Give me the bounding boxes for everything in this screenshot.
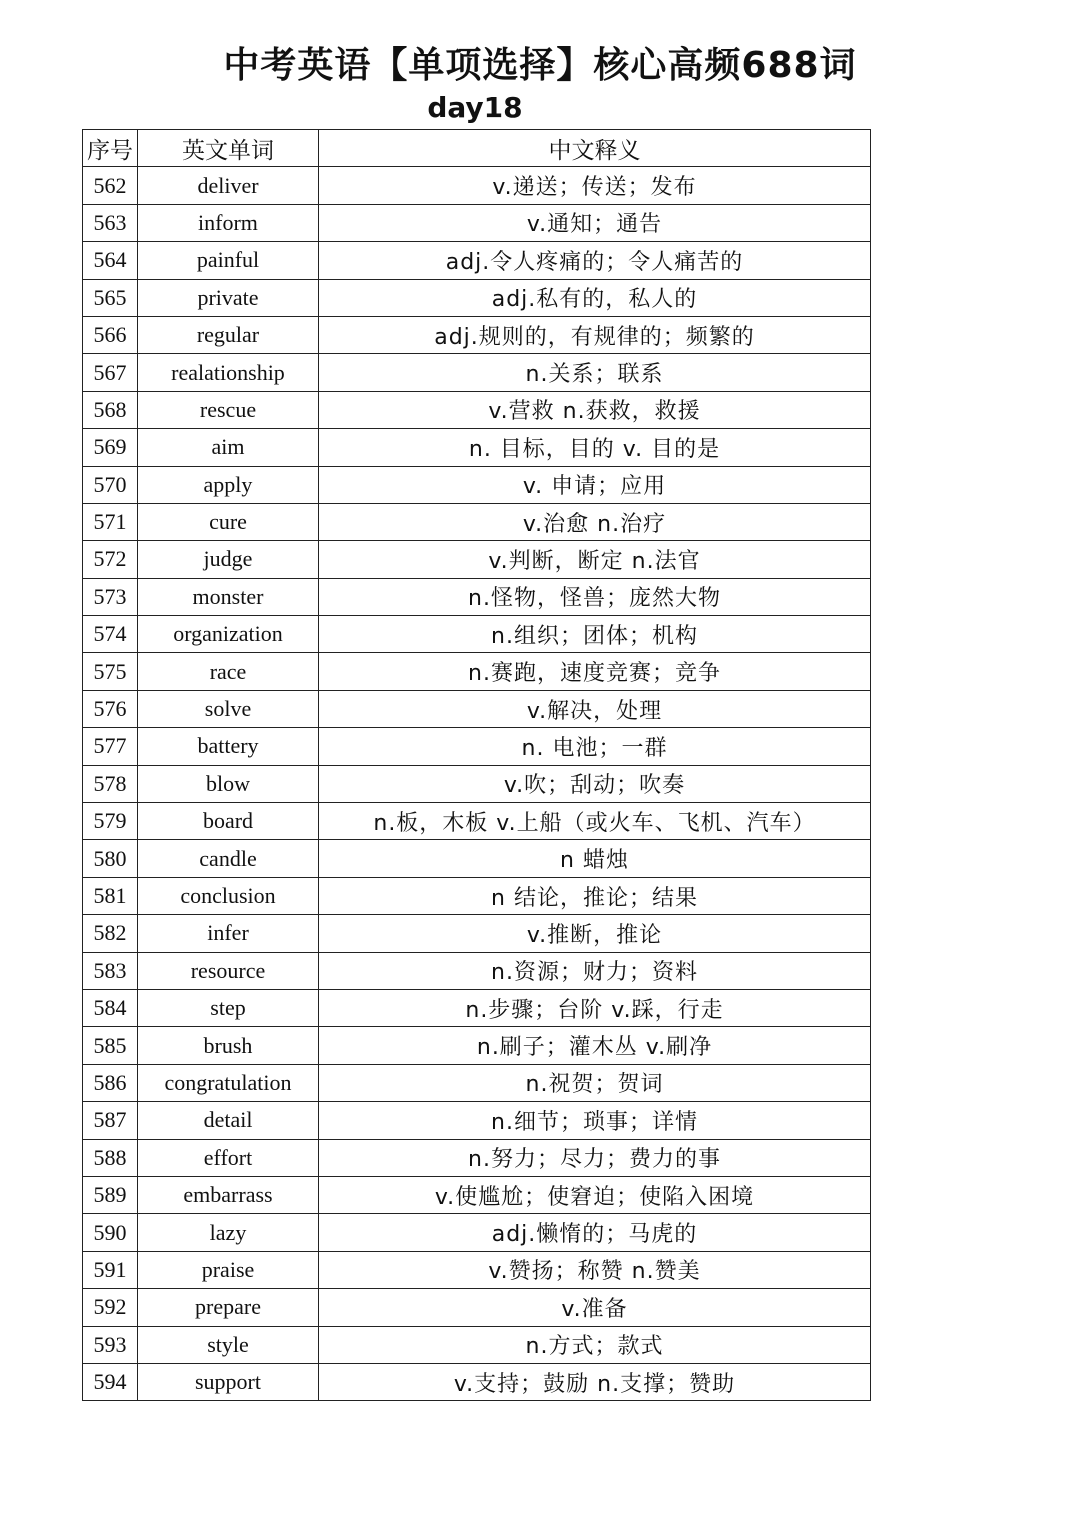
row-number: 580	[83, 840, 138, 877]
table-row	[83, 429, 871, 466]
table-row	[83, 578, 871, 615]
row-english-word: race	[138, 653, 319, 690]
page-title: 中考英语【单项选择】核心高频688词	[223, 45, 857, 86]
row-chinese-definition: n.刷子；灌木丛 v.刷净	[319, 1027, 871, 1064]
header-english-word: 英文单词	[138, 130, 319, 167]
row-english-word: rescue	[138, 391, 319, 428]
row-number: 587	[83, 1102, 138, 1139]
table-row	[83, 1139, 871, 1176]
row-chinese-definition: v.准备	[319, 1289, 871, 1326]
row-number: 590	[83, 1214, 138, 1251]
row-chinese-definition: v.通知；通告	[319, 204, 871, 241]
table-row	[83, 1363, 871, 1400]
row-number: 567	[83, 354, 138, 391]
vocabulary-table-body	[83, 167, 871, 1401]
row-number: 573	[83, 578, 138, 615]
row-chinese-definition: v.判断，断定 n.法官	[319, 541, 871, 578]
table-row	[83, 877, 871, 914]
row-chinese-definition: n.努力；尽力；费力的事	[319, 1139, 871, 1176]
row-chinese-definition: n 结论，推论；结果	[319, 877, 871, 914]
row-chinese-definition: v.递送；传送；发布	[319, 167, 871, 204]
row-chinese-definition: v.吹；刮动；吹奏	[319, 765, 871, 802]
row-number: 593	[83, 1326, 138, 1363]
table-row	[83, 1214, 871, 1251]
row-number: 565	[83, 279, 138, 316]
row-english-word: resource	[138, 952, 319, 989]
row-chinese-definition: n.资源；财力；资料	[319, 952, 871, 989]
row-number: 564	[83, 242, 138, 279]
table-row	[83, 167, 871, 204]
table-row	[83, 354, 871, 391]
row-english-word: battery	[138, 728, 319, 765]
table-row	[83, 989, 871, 1026]
row-number: 589	[83, 1176, 138, 1213]
row-english-word: embarrass	[138, 1176, 319, 1213]
table-row	[83, 616, 871, 653]
row-number: 575	[83, 653, 138, 690]
row-chinese-definition: n.祝贺；贺词	[319, 1064, 871, 1101]
row-chinese-definition: v.治愈 n.治疗	[319, 503, 871, 540]
row-number: 571	[83, 503, 138, 540]
page-subtitle: day18	[427, 91, 523, 124]
row-english-word: praise	[138, 1251, 319, 1288]
row-chinese-definition: n.板，木板 v.上船（或火车、飞机、汽车）	[319, 803, 871, 840]
row-english-word: monster	[138, 578, 319, 615]
header-number: 序号	[83, 130, 138, 167]
row-number: 591	[83, 1251, 138, 1288]
table-row	[83, 1289, 871, 1326]
table-header-row	[83, 130, 871, 167]
row-english-word: support	[138, 1363, 319, 1400]
table-row	[83, 279, 871, 316]
row-english-word: cure	[138, 503, 319, 540]
row-english-word: regular	[138, 316, 319, 353]
row-number: 592	[83, 1289, 138, 1326]
row-number: 583	[83, 952, 138, 989]
row-number: 570	[83, 466, 138, 503]
row-english-word: candle	[138, 840, 319, 877]
row-number: 585	[83, 1027, 138, 1064]
table-row	[83, 316, 871, 353]
table-row	[83, 391, 871, 428]
row-number: 579	[83, 803, 138, 840]
row-number: 586	[83, 1064, 138, 1101]
row-chinese-definition: n.怪物，怪兽；庞然大物	[319, 578, 871, 615]
table-row	[83, 1176, 871, 1213]
header-chinese-definition: 中文释义	[319, 130, 871, 167]
table-row	[83, 728, 871, 765]
table-row	[83, 765, 871, 802]
row-chinese-definition: n. 目标，目的 v. 目的是	[319, 429, 871, 466]
row-chinese-definition: n.组织；团体；机构	[319, 616, 871, 653]
table-row	[83, 242, 871, 279]
row-chinese-definition: v.营救 n.获救，救援	[319, 391, 871, 428]
row-english-word: detail	[138, 1102, 319, 1139]
table-row	[83, 840, 871, 877]
row-english-word: painful	[138, 242, 319, 279]
row-chinese-definition: v. 申请；应用	[319, 466, 871, 503]
row-chinese-definition: v.赞扬；称赞 n.赞美	[319, 1251, 871, 1288]
row-english-word: deliver	[138, 167, 319, 204]
row-number: 576	[83, 690, 138, 727]
table-row	[83, 1027, 871, 1064]
table-row	[83, 952, 871, 989]
row-number: 577	[83, 728, 138, 765]
row-chinese-definition: n.方式；款式	[319, 1326, 871, 1363]
row-chinese-definition: n. 电池；一群	[319, 728, 871, 765]
table-row	[83, 803, 871, 840]
row-number: 563	[83, 204, 138, 241]
row-chinese-definition: n.关系；联系	[319, 354, 871, 391]
row-english-word: apply	[138, 466, 319, 503]
row-english-word: prepare	[138, 1289, 319, 1326]
row-english-word: blow	[138, 765, 319, 802]
row-english-word: inform	[138, 204, 319, 241]
table-row	[83, 653, 871, 690]
row-chinese-definition: v.推断，推论	[319, 915, 871, 952]
table-row	[83, 690, 871, 727]
row-number: 562	[83, 167, 138, 204]
row-english-word: infer	[138, 915, 319, 952]
row-english-word: lazy	[138, 1214, 319, 1251]
table-row	[83, 1102, 871, 1139]
row-english-word: step	[138, 989, 319, 1026]
row-english-word: solve	[138, 690, 319, 727]
row-english-word: board	[138, 803, 319, 840]
table-row	[83, 915, 871, 952]
row-english-word: brush	[138, 1027, 319, 1064]
row-english-word: effort	[138, 1139, 319, 1176]
row-english-word: realationship	[138, 354, 319, 391]
row-number: 572	[83, 541, 138, 578]
table-row	[83, 466, 871, 503]
row-number: 566	[83, 316, 138, 353]
row-english-word: organization	[138, 616, 319, 653]
table-row	[83, 1064, 871, 1101]
row-number: 582	[83, 915, 138, 952]
row-chinese-definition: adj.令人疼痛的；令人痛苦的	[319, 242, 871, 279]
row-english-word: style	[138, 1326, 319, 1363]
row-number: 584	[83, 989, 138, 1026]
row-number: 588	[83, 1139, 138, 1176]
vocabulary-table	[82, 129, 871, 1401]
row-chinese-definition: v.解决，处理	[319, 690, 871, 727]
row-chinese-definition: n.步骤；台阶 v.踩，行走	[319, 989, 871, 1026]
row-english-word: private	[138, 279, 319, 316]
row-chinese-definition: n.细节；琐事；详情	[319, 1102, 871, 1139]
row-chinese-definition: adj.私有的，私人的	[319, 279, 871, 316]
row-number: 578	[83, 765, 138, 802]
row-chinese-definition: n 蜡烛	[319, 840, 871, 877]
row-english-word: conclusion	[138, 877, 319, 914]
row-chinese-definition: v.使尴尬；使窘迫；使陷入困境	[319, 1176, 871, 1213]
row-chinese-definition: adj.懒惰的；马虎的	[319, 1214, 871, 1251]
table-row	[83, 541, 871, 578]
table-row	[83, 204, 871, 241]
row-english-word: judge	[138, 541, 319, 578]
row-english-word: aim	[138, 429, 319, 466]
row-number: 581	[83, 877, 138, 914]
table-row	[83, 1251, 871, 1288]
row-chinese-definition: n.赛跑，速度竞赛；竞争	[319, 653, 871, 690]
table-row	[83, 1326, 871, 1363]
row-chinese-definition: v.支持；鼓励 n.支撑；赞助	[319, 1363, 871, 1400]
row-number: 568	[83, 391, 138, 428]
row-number: 594	[83, 1363, 138, 1400]
row-number: 574	[83, 616, 138, 653]
table-row	[83, 503, 871, 540]
row-number: 569	[83, 429, 138, 466]
row-english-word: congratulation	[138, 1064, 319, 1101]
row-chinese-definition: adj.规则的，有规律的；频繁的	[319, 316, 871, 353]
